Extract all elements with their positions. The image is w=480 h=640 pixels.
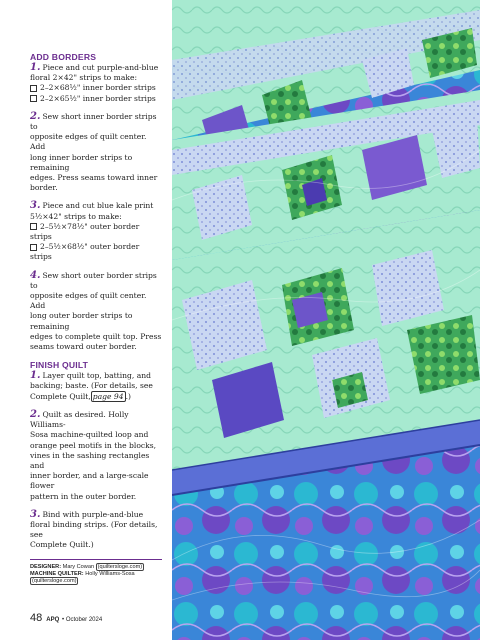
quilter-credit-link: [30, 578, 162, 585]
step-text: inner border, and a large-scale flower: [30, 471, 149, 491]
step-number: 4.: [30, 269, 41, 281]
step-text: Piece and cut purple-and-blue: [42, 63, 159, 72]
step-text: pattern in the outer border.: [30, 491, 137, 501]
checklist-text: 2–2×68¹⁄₂" inner border strips: [40, 83, 156, 93]
step-text: .): [125, 391, 131, 401]
quilt-photo: [172, 0, 480, 640]
step-4: [30, 271, 162, 353]
step-number: 1.: [30, 62, 41, 73]
checklist-item: [30, 222, 162, 242]
credits: [30, 564, 162, 586]
step-number: 1.: [30, 370, 41, 382]
step-text: floral binding strips. (For details, see: [30, 519, 158, 540]
step-text-tail: [30, 392, 162, 402]
checkbox-icon: [30, 85, 37, 92]
step-text: Sosa machine-quilted loop and: [30, 430, 149, 440]
designer-link[interactable]: (quiltersloge.com): [97, 563, 143, 570]
step-text: Sew short outer border strips to: [30, 270, 157, 290]
quilter-name: Holly Williams-Sosa: [85, 570, 135, 577]
finish-step-2: [30, 410, 162, 502]
step-text: edges to complete quilt top. Press: [30, 331, 162, 341]
step-text: border.: [30, 183, 58, 193]
step-text: orange peel motifs in the blocks,: [30, 440, 157, 450]
step-1: [30, 63, 162, 104]
checklist-item: [30, 242, 162, 262]
step-text: Piece and cut blue kale print: [42, 201, 154, 211]
checklist-text: 2–2×65¹⁄₂" inner border strips: [40, 93, 156, 103]
step-2: [30, 112, 162, 194]
divider: [30, 559, 162, 560]
issue-date: • October 2024: [62, 617, 103, 623]
quilter-link[interactable]: (quiltersloge.com): [32, 577, 77, 584]
finish-step-3: [30, 510, 162, 551]
step-text: Quilt as desired. Holly Williams-: [30, 409, 129, 430]
step-text: Sew short inner border strips to: [30, 111, 157, 132]
page-footer: [30, 612, 102, 624]
designer-label: DESIGNER:: [30, 563, 62, 570]
page-number: 48: [30, 612, 43, 624]
designer-link-text: quiltersloge.com: [99, 563, 141, 570]
step-text: vines in the sashing rectangles and: [30, 450, 150, 470]
step-text: long outer border strips to remaining: [30, 311, 133, 331]
checkbox-icon: [30, 223, 37, 230]
text-column: [0, 0, 172, 640]
step-text: Complete Quilt,: [30, 391, 91, 401]
checklist-text: 2–5¹⁄₂×78¹⁄₂" outer border strips: [30, 221, 140, 242]
step-text: 5¹⁄₂×42" strips to make:: [30, 211, 122, 221]
step-text: edges. Press seams toward inner: [30, 173, 158, 183]
section-heading-add-borders: ADD BORDERS: [30, 52, 97, 62]
checkbox-icon: [30, 244, 37, 251]
step-number: 3.: [30, 200, 41, 212]
step-text: Layer quilt top, batting, and: [42, 371, 152, 381]
step-number: 2.: [30, 110, 41, 122]
quilter-label: MACHINE QUILTER:: [30, 570, 84, 577]
step-text: Bind with purple-and-blue: [42, 509, 144, 519]
step-text: seams toward outer border.: [30, 342, 137, 352]
checklist-item: [30, 94, 162, 104]
finish-step-1: [30, 371, 162, 402]
designer-name: Mary Cowan: [62, 563, 95, 570]
magazine-name: APQ: [46, 617, 60, 623]
step-text: backing; baste. (For details, see: [30, 381, 153, 391]
quilter-link-text: quiltersloge.com: [33, 577, 75, 584]
quilt-illustration: [172, 0, 480, 640]
page-link[interactable]: page 94: [92, 391, 124, 401]
step-number: 3.: [30, 508, 41, 520]
checklist-text: 2–5¹⁄₂×68¹⁄₂" outer border strips: [30, 242, 140, 262]
step-text: floral 2×42" strips to make:: [30, 73, 137, 83]
checkbox-icon: [30, 95, 37, 102]
checklist-item: [30, 83, 162, 93]
step-text: opposite edges of quilt center. Add: [30, 291, 147, 311]
designer-credit: [30, 564, 162, 571]
step-text: Complete Quilt.): [30, 540, 94, 550]
section-heading-finish-quilt: FINISH QUILT: [30, 360, 89, 371]
step-text: opposite edges of quilt center. Add: [30, 132, 147, 152]
instructions: [30, 52, 162, 585]
step-3: [30, 201, 162, 262]
step-text: long inner border strips to remaining: [30, 152, 133, 172]
step-number: 2.: [30, 408, 41, 420]
